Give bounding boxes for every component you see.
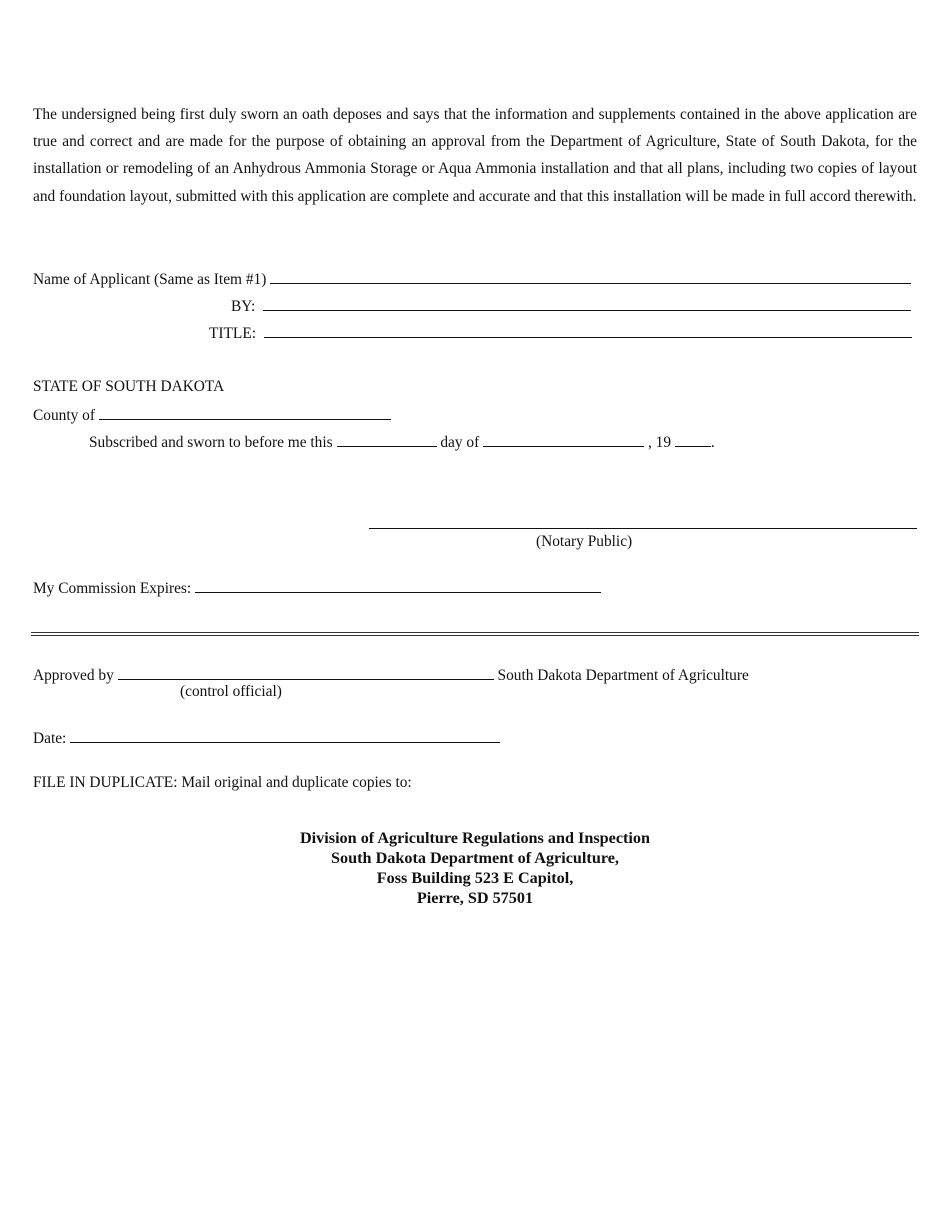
day-field[interactable]	[337, 432, 437, 447]
subscribed-row	[89, 432, 715, 452]
title-label: TITLE:	[209, 325, 257, 342]
file-instruction: FILE IN DUPLICATE: Mail original and duplicate copies to:	[33, 774, 412, 791]
oath-paragraph: The undersigned being first duly sworn an oath deposes and says that the information and supplements contained in the above application are true and correct and are made for the purpose of obtaining an approval from the Department of Agriculture, State of South Dakota, for the installation or remodeling of an Anhydrous Ammonia Storage or Aqua Ammonia installation and that all plans, including two copies of layout and foundation layout, submitted with this application are complete and accurate and that this installation will be made in full accord therewith.	[33, 106, 917, 205]
county-field[interactable]	[99, 405, 391, 420]
applicant-name-row	[33, 269, 911, 289]
approved-by-row	[33, 665, 749, 685]
approved-by-field[interactable]	[118, 665, 494, 680]
county-label: County of	[33, 407, 95, 424]
by-field[interactable]	[263, 296, 911, 311]
date-label: Date:	[33, 730, 67, 747]
commission-row	[33, 578, 601, 598]
address-line-3: Foss Building 523 E Capitol,	[376, 869, 574, 887]
title-field[interactable]	[264, 323, 912, 338]
control-official-label: (control official)	[180, 683, 282, 700]
address-line-4: Pierre, SD 57501	[416, 889, 534, 907]
separator-rule-top	[31, 632, 919, 633]
year-suffix: .	[710, 434, 715, 451]
date-field[interactable]	[70, 728, 500, 743]
notary-public-label: (Notary Public)	[536, 533, 633, 550]
applicant-name-field[interactable]	[270, 269, 911, 284]
by-label: BY:	[231, 298, 256, 315]
mailing-address	[0, 828, 950, 908]
county-row	[33, 405, 391, 425]
day-of-label: day of	[440, 434, 480, 451]
subscribed-label: Subscribed and sworn to before me this	[89, 434, 333, 451]
by-row	[231, 296, 911, 316]
address-line-1: Division of Agriculture Regulations and Inspection	[299, 829, 651, 847]
month-field[interactable]	[483, 432, 644, 447]
year-field[interactable]	[675, 432, 711, 447]
commission-label: My Commission Expires:	[33, 580, 192, 597]
date-row	[33, 728, 500, 748]
commission-field[interactable]	[195, 578, 601, 593]
approved-by-label: Approved by	[33, 667, 114, 684]
year-prefix-label: , 19	[647, 434, 672, 451]
state-label: STATE OF SOUTH DAKOTA	[33, 378, 225, 395]
title-row	[209, 323, 912, 343]
separator-rule-bottom	[31, 635, 919, 636]
address-line-2: South Dakota Department of Agriculture,	[331, 849, 619, 867]
department-label: South Dakota Department of Agriculture	[497, 667, 749, 684]
notary-signature-line[interactable]	[369, 528, 917, 529]
applicant-name-label: Name of Applicant (Same as Item #1)	[33, 271, 267, 288]
